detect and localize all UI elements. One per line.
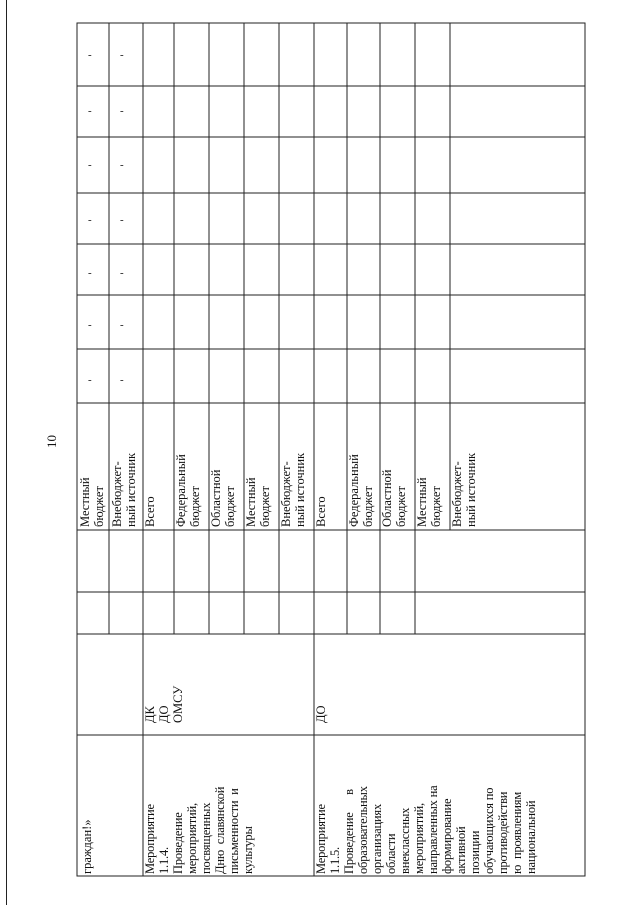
measure-115-title: Мероприятие 1.1.5. Проведение в образовательных организациях области внеклассных мероприятий, направленных на формирование активной позиции обучающихся по противодействи ю проявлениям национальной xyxy=(314,785,538,874)
dash-mark: - xyxy=(88,214,92,226)
measure-114-executors: ДК ДО ОМСУ xyxy=(143,685,185,723)
source-federal-budget: Федеральный бюджет xyxy=(347,454,375,527)
dash-mark: - xyxy=(88,319,92,331)
measure-115-executors: ДО xyxy=(314,705,328,723)
dash-mark: - xyxy=(120,267,124,279)
source-total: Всего xyxy=(143,496,157,527)
dash-mark: - xyxy=(88,49,92,61)
source-regional-budget: Областной бюджет xyxy=(380,469,408,527)
dash-mark: - xyxy=(120,159,124,171)
page-number: 10 xyxy=(44,435,59,448)
dash-mark: - xyxy=(88,374,92,386)
dash-mark: - xyxy=(120,374,124,386)
dash-mark: - xyxy=(88,159,92,171)
dash-mark: - xyxy=(120,214,124,226)
dash-mark: - xyxy=(120,105,124,117)
source-extrabudgetary: Внебюджет- ный источник xyxy=(110,452,138,527)
measure-114-title: Мероприятие 1.1.4. Проведение мероприятий, посвященных Дню славянской письменности и культуры xyxy=(143,786,255,874)
source-local-budget: Местный бюджет xyxy=(244,477,272,527)
dash-mark: - xyxy=(88,267,92,279)
source-local-budget: Местный бюджет xyxy=(78,477,106,527)
continuation-text: граждан!» xyxy=(80,819,94,874)
source-federal-budget: Федеральный бюджет xyxy=(174,454,202,527)
dash-mark: - xyxy=(120,319,124,331)
source-regional-budget: Областной бюджет xyxy=(209,469,237,527)
source-total: Всего xyxy=(314,496,328,527)
dash-mark: - xyxy=(120,49,124,61)
source-local-budget: Местный бюджет xyxy=(415,477,443,527)
dash-mark: - xyxy=(88,105,92,117)
source-extrabudgetary: Внебюджет- ный источник xyxy=(450,452,478,527)
source-extrabudgetary: Внебюджет- ный источник xyxy=(279,452,307,527)
